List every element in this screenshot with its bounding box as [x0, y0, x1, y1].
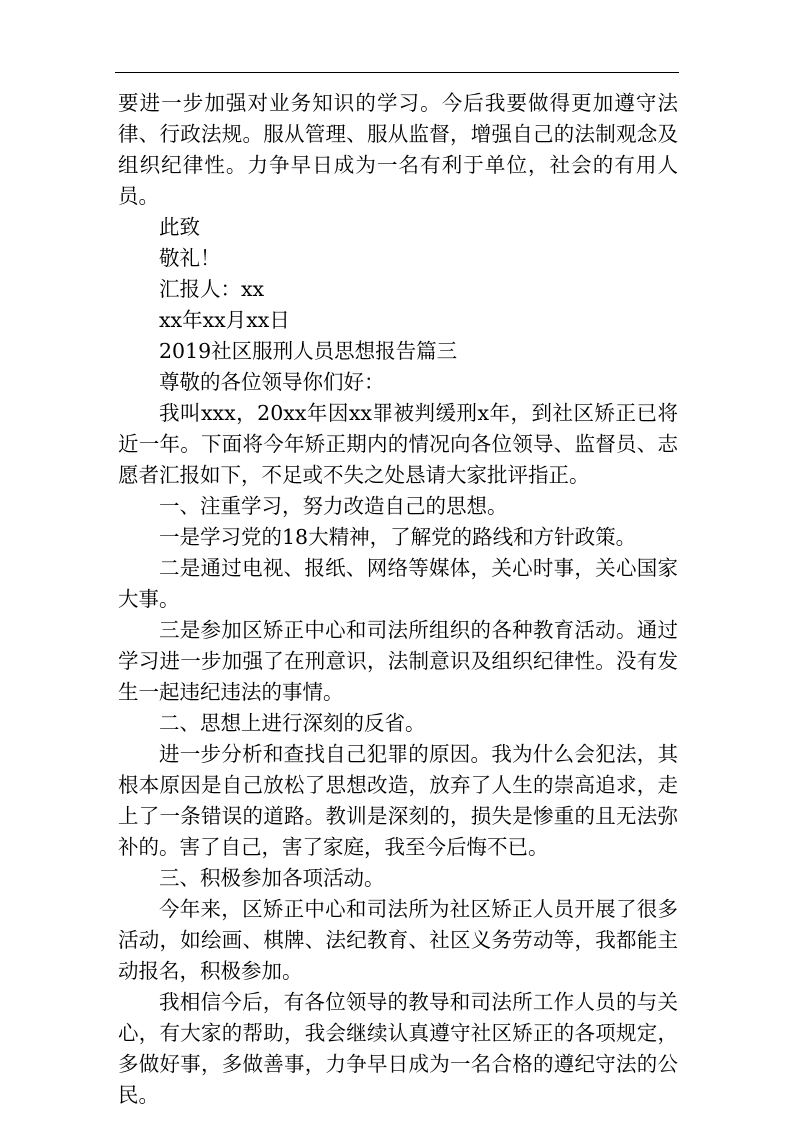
paragraph: 我叫xxx，20xx年因xx罪被判缓刑x年，到社区矫正已将近一年。下面将今年矫正期内的情况向各位领导、监督员、志愿者汇报如下，不足或不失之处恳请大家批评指正。 — [118, 401, 678, 487]
paragraph: 一是学习党的18大精神，了解党的路线和方针政策。 — [159, 525, 637, 549]
section-heading: 二、思想上进行深刻的反省。 — [159, 711, 426, 735]
paragraph: 三是参加区矫正中心和司法所组织的各种教育活动。通过学习进一步加强了在刑意识，法制意识及组织纪律性。没有发生一起违纪违法的事情。 — [118, 618, 678, 704]
section-heading: 一、注重学习，努力改造自己的思想。 — [159, 494, 508, 518]
document-body — [118, 88, 678, 1111]
paragraph: 二是通过电视、报纸、网络等媒体，关心时事，关心国家大事。 — [118, 556, 678, 611]
reporter-name: 汇报人：xx — [159, 277, 265, 301]
closing-salutation-2: 敬礼！ — [159, 246, 221, 270]
header-rule — [115, 72, 679, 73]
paragraph: 要进一步加强对业务知识的学习。今后我要做得更加遵守法律、行政法规。服从管理、服从监督，增强自己的法制观念及组织纪律性。力争早日成为一名有利于单位，社会的有用人员。 — [118, 91, 678, 208]
section-heading: 三、积极参加各项活动。 — [159, 866, 385, 890]
paragraph: 我相信今后，有各位领导的教导和司法所工作人员的与关心，有大家的帮助，我会继续认真遵守社区矫正的各项规定，多做好事，多做善事，力争早日成为一名合格的遵纪守法的公民。 — [118, 990, 678, 1107]
section-title: 2019社区服刑人员思想报告篇三 — [159, 339, 458, 363]
paragraph: 今年来，区矫正中心和司法所为社区矫正人员开展了很多活动，如绘画、棋牌、法纪教育、社区义务劳动等，我都能主动报名，积极参加。 — [118, 897, 678, 983]
paragraph: 进一步分析和查找自己犯罪的原因。我为什么会犯法，其根本原因是自己放松了思想改造，放弃了人生的崇高追求，走上了一条错误的道路。教训是深刻的，损失是惨重的且无法弥补的。害了自己，害了家庭，我至今后悔不已。 — [118, 742, 678, 859]
report-date: xx年xx月xx日 — [159, 308, 290, 332]
closing-salutation-1: 此致 — [159, 215, 200, 239]
greeting: 尊敬的各位领导你们好： — [159, 370, 385, 394]
